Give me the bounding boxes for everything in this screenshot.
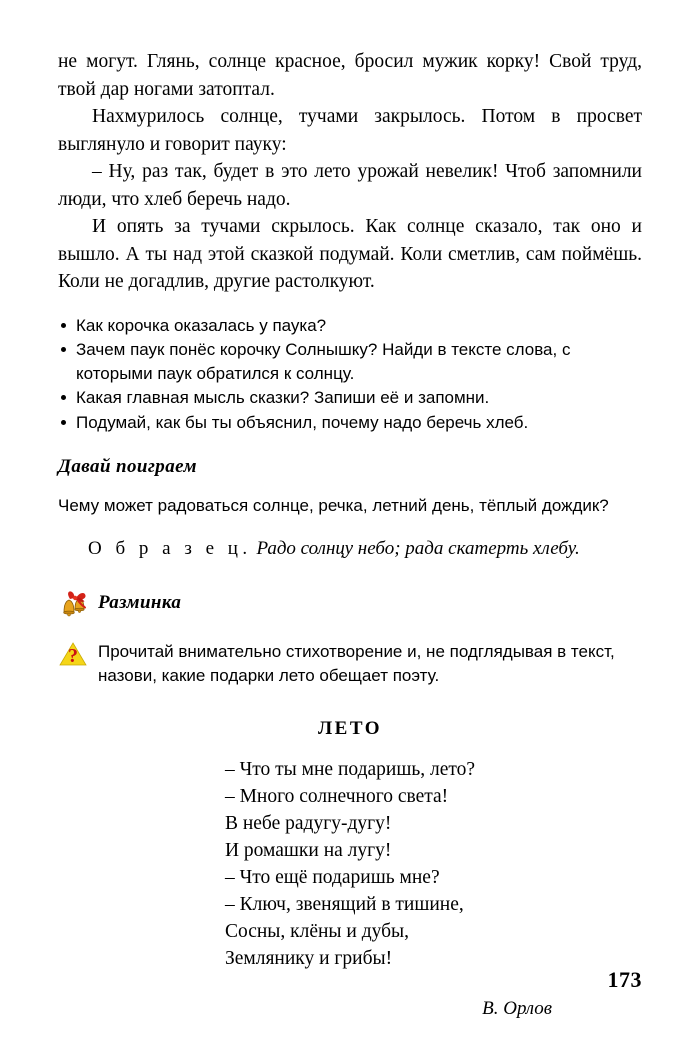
bullet-dot-icon: [61, 395, 66, 400]
question-text: Какая главная мысль сказки? Запиши её и запомни.: [76, 388, 490, 407]
story-paragraph: не могут. Глянь, солнце красное, бросил мужик корку! Свой труд, твой дар ногами затоптал.: [58, 51, 642, 100]
svg-text:?: ?: [68, 645, 78, 667]
play-section-prompt: Чему может радоваться солнце, речка, летний день, тёплый дождик?: [58, 496, 609, 515]
poem-title: ЛЕТО: [317, 718, 383, 739]
sample-line: [58, 536, 642, 562]
poem-author: В. Орлов: [482, 998, 552, 1019]
story-text-block: [58, 48, 642, 296]
poem-block: [58, 718, 642, 972]
sample-text: Радо солнцу небо; рада скатерть хлебу.: [256, 538, 580, 559]
story-paragraph: – Ну, раз так, будет в это лето урожай невелик! Чтоб запомнили люди, что хлеб беречь надо.: [58, 161, 642, 210]
question-list: [58, 314, 642, 435]
sample-label: О б р а з е ц.: [88, 538, 252, 559]
poem-line: – Много солнечного света!: [224, 786, 449, 807]
question-text: Подумай, как бы ты объяснил, почему надо беречь хлеб.: [76, 412, 529, 432]
poem-line: Сосны, клёны и дубы,: [224, 921, 410, 942]
page-number: 173: [607, 967, 642, 992]
bullet-dot-icon: [61, 347, 66, 352]
bells-icon: [58, 588, 92, 618]
list-item: [58, 338, 642, 385]
story-paragraph: И опять за тучами скрылось. Как солнце сказало, так оно и вышло. А ты над этой сказкой подумай. Коли сметлив, сам поймёшь. Коли не догадлив, другие растолкуют.: [58, 216, 642, 292]
warmup-heading-row: [58, 588, 642, 618]
warmup-task-row: [58, 640, 642, 688]
page-content: [58, 48, 642, 1020]
list-item: [58, 314, 642, 338]
poem-line: Землянику и грибы!: [224, 948, 393, 969]
bullet-dot-icon: [61, 323, 66, 328]
warmup-task-text: Прочитай внимательно стихотворение и, не подглядывая в текст, назови, какие подарки лето обещает поэту.: [98, 642, 615, 685]
poem-line: – Что ещё подаришь мне?: [224, 867, 440, 888]
poem-line: И ромашки на лугу!: [224, 840, 392, 861]
question-triangle-icon: [58, 640, 92, 670]
poem-line: – Ключ, звенящий в тишине,: [224, 894, 464, 915]
list-item: [58, 386, 642, 410]
list-item: [58, 411, 642, 435]
question-text: Зачем паук понёс корочку Солнышку? Найди в тексте слова, с которыми паук обратился к солнцу.: [76, 340, 571, 383]
poem-lines: [225, 756, 475, 972]
poem-line: В небе радугу-дугу!: [224, 813, 392, 834]
bullet-dot-icon: [61, 420, 66, 425]
question-text: Как корочка оказалась у паука?: [76, 315, 327, 335]
poem-line: – Что ты мне подаришь, лето?: [224, 759, 476, 780]
warmup-heading: Разминка: [98, 592, 182, 613]
story-paragraph: Нахмурилось солнце, тучами закрылось. Потом в просвет выглянуло и говорит пауку:: [58, 106, 642, 155]
play-section-heading: Давай поиграем: [58, 456, 197, 477]
